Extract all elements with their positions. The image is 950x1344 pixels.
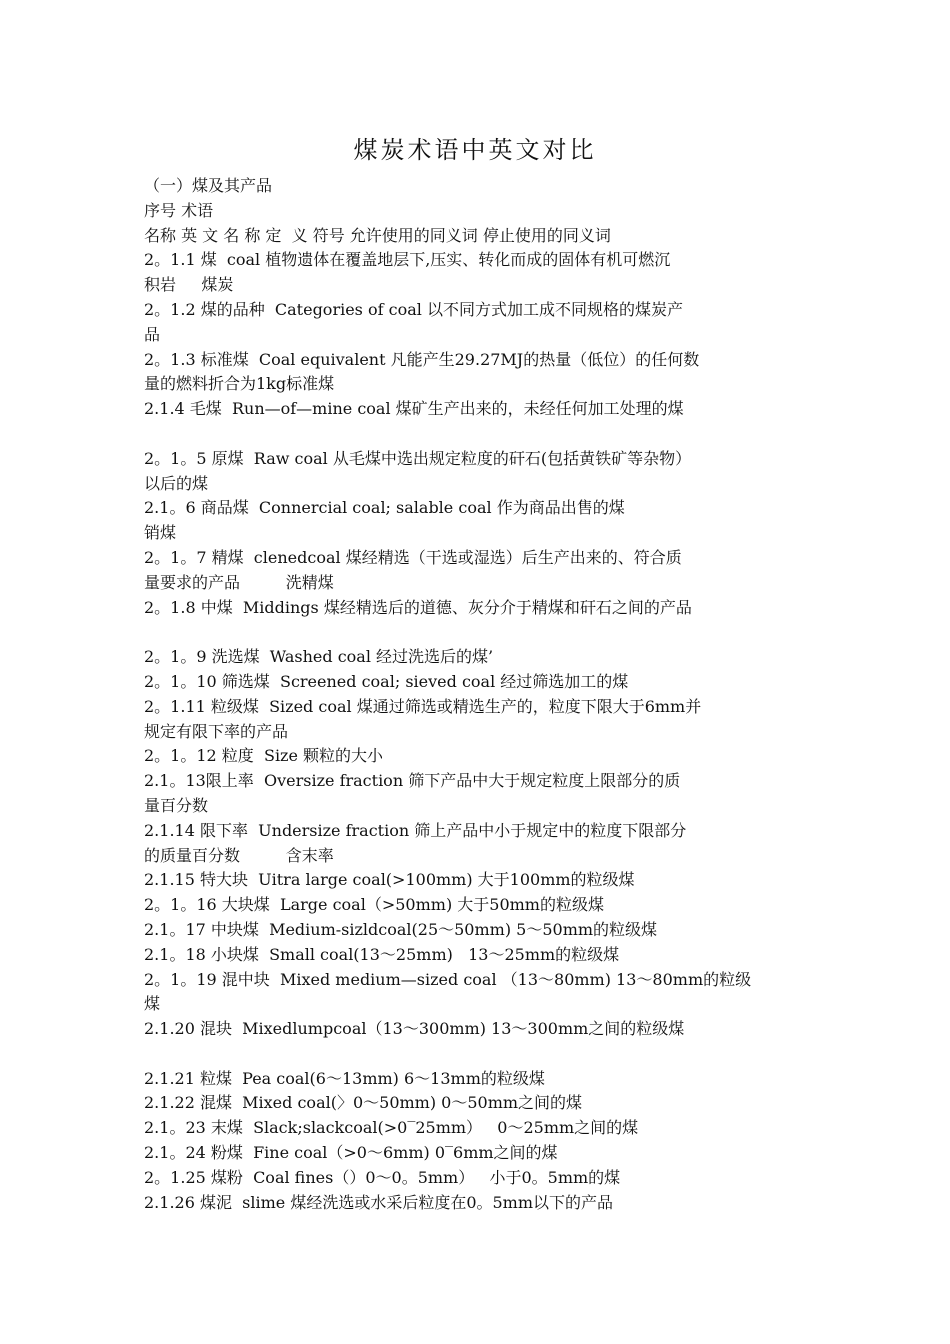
text-line: 2.1.4 毛煤 Run—of—mine coal 煤矿生产出来的，未经任何加工处理的煤 bbox=[144, 399, 684, 419]
text-line: 2.1.14 限下率 Undersize fraction 筛上产品中小于规定中的粒度下限部分 bbox=[144, 820, 687, 840]
text-line: 2.1。24 粉煤 Fine coal（>0～6mm) 0‾6mm之间的煤 bbox=[144, 1143, 558, 1163]
text-line bbox=[144, 422, 812, 447]
text-line: （一）煤及其产品 bbox=[144, 176, 273, 195]
text-line: 2。1.1 煤 coal 植物遗体在覆盖地层下,压实、转化而成的固体有机可燃沉 bbox=[144, 250, 671, 270]
text-line: 2。1。10 筛选煤 Screened coal; sieved coal 经过筛选加工的煤 bbox=[144, 671, 629, 691]
text-line: 品 bbox=[144, 324, 161, 344]
text-line: 2。1。7 精煤 clenedcoal 煤经精选（干选或湿选）后生产出来的、符合质 bbox=[144, 547, 682, 567]
text-line: 2。1。19 混中块 Mixed medium—sized coal （13～80mm) 13～80mm的粒级 bbox=[144, 969, 752, 989]
text-line: 量百分数 bbox=[144, 795, 209, 815]
text-line: 煤 bbox=[144, 994, 161, 1014]
text-line: 积岩 煤炭 bbox=[144, 275, 234, 295]
document-body bbox=[144, 174, 812, 1215]
text-line: 规定有限下率的产品 bbox=[144, 721, 289, 741]
text-line: 以后的煤 bbox=[144, 473, 209, 493]
text-line: 2。1.8 中煤 Middings 煤经精选后的道德、灰分介于精煤和矸石之间的产品 bbox=[144, 597, 692, 617]
text-line: 2.1。18 小块煤 Small coal(13～25mm) 13～25mm的粒级煤 bbox=[144, 944, 620, 964]
text-line: 量要求的产品 洗精煤 bbox=[144, 572, 334, 592]
text-line: 2。1。12 粒度 Size 颗粒的大小 bbox=[144, 746, 384, 766]
text-line: 销煤 bbox=[144, 523, 177, 543]
text-line: 的质量百分数 含末率 bbox=[144, 845, 334, 865]
text-line: 2.1.21 粒煤 Pea coal(6～13mm) 6～13mm的粒级煤 bbox=[144, 1068, 545, 1088]
text-line: 2.1.26 煤泥 slime 煤经洗选或水采后粒度在0。5mm以下的产品 bbox=[144, 1192, 614, 1212]
text-line: 量的燃料折合为1kg标准煤 bbox=[144, 374, 335, 394]
text-line: 2。1.25 煤粉 Coal fines（）0～0。5mm） 小于0。5mm的煤 bbox=[144, 1167, 621, 1187]
text-line: 名称 英 文 名 称 定 义 符号 允许使用的同义词 停止使用的同义词 bbox=[144, 225, 611, 245]
text-line bbox=[144, 620, 812, 645]
text-line: 2。1.2 煤的品种 Categories of coal 以不同方式加工成不同规格的煤炭产 bbox=[144, 299, 683, 319]
text-line: 2.1。13限上率 Oversize fraction 筛下产品中大于规定粒度上限部分的质 bbox=[144, 771, 681, 791]
text-line: 2。1.11 粒级煤 Sized coal 煤通过筛选或精选生产的，粒度下限大于6mm并 bbox=[144, 696, 702, 716]
text-line: 2.1.22 混煤 Mixed coal(〉0～50mm) 0～50mm之间的煤 bbox=[144, 1093, 583, 1113]
text-line bbox=[144, 1042, 812, 1067]
text-line: 2.1。17 中块煤 Medium-sizldcoal(25～50mm) 5～50mm的粒级煤 bbox=[144, 919, 658, 939]
text-line: 2。1。9 洗选煤 Washed coal 经过洗选后的煤’ bbox=[144, 647, 494, 667]
text-line: 2.1。6 商品煤 Connercial coal; salable coal 作为商品出售的煤 bbox=[144, 498, 625, 518]
document-title: 煤炭术语中英文对比 bbox=[353, 136, 597, 164]
text-line: 2。1。5 原煤 Raw coal 从毛煤中选出规定粒度的矸石(包括黄铁矿等杂物） bbox=[144, 448, 692, 468]
text-line: 2.1。23 末煤 Slack;slackcoal(>0‾25mm） 0～25mm之间的煤 bbox=[144, 1118, 639, 1138]
text-line: 2。1。16 大块煤 Large coal（>50mm) 大于50mm的粒级煤 bbox=[144, 895, 604, 915]
text-line: 2.1.15 特大块 Uitra large coal(>100mm) 大于100mm的粒级煤 bbox=[144, 870, 635, 890]
text-line: 2.1.20 混块 Mixedlumpcoal（13～300mm) 13～300mm之间的粒级煤 bbox=[144, 1019, 685, 1039]
text-line: 2。1.3 标准煤 Coal equivalent 凡能产生29.27MJ的热量（低位）的任何数 bbox=[144, 349, 700, 369]
text-line: 序号 术语 bbox=[144, 200, 214, 220]
